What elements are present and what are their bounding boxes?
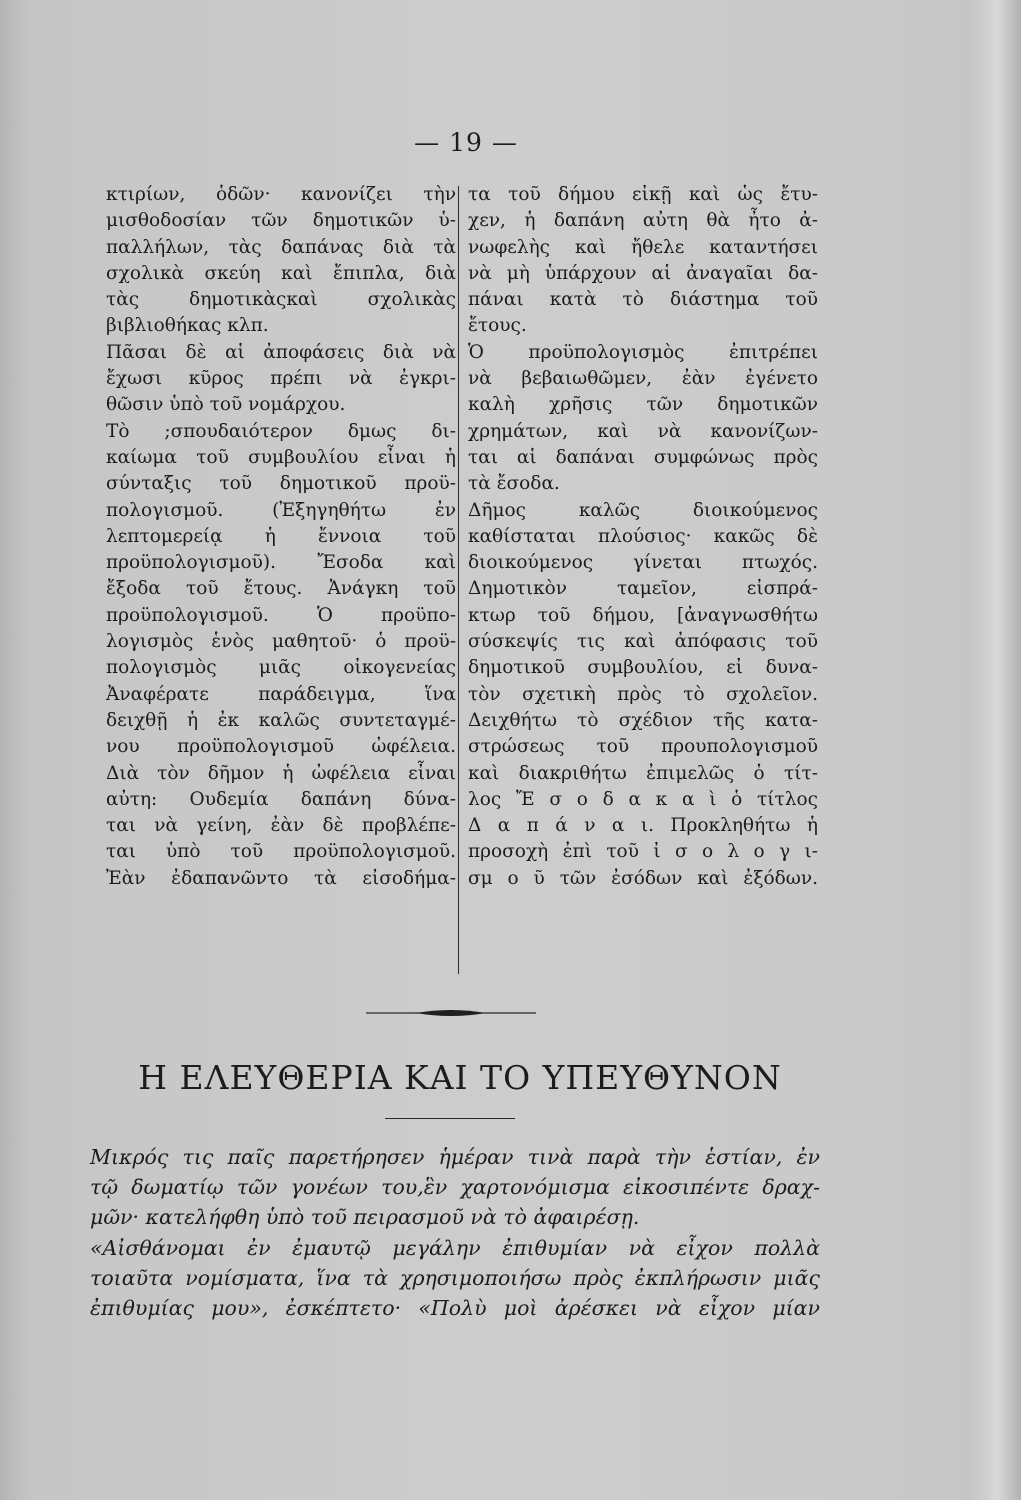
left-line: ται ὑπὸ τοῦ προϋπολογισμοῦ. [106,841,456,863]
right-line: χεν, ἡ δαπάνη αὐτη θὰ ἦτο ἀ- [468,210,818,232]
left-line: θῶσιν ὑπὸ τοῦ νομάρχου. [106,394,346,416]
right-line: διοικούμενος γίνεται πτωχός. [468,552,818,574]
right-line: πάναι κατὰ τὸ διάστημα τοῦ [468,289,818,311]
right-line: Δημοτικὸν ταμεῖον, εἰσπρά- [468,578,818,600]
left-line: βιβλιοθήκας κλπ. [106,315,269,337]
column-divider [458,186,459,974]
right-line: τα τοῦ δήμου εἰκῇ καὶ ὡς ἔτυ- [468,184,818,205]
right-line: Δειχθήτω τὸ σχέδιον τῆς κατα- [468,709,818,731]
story-line: τοιαῦτα νομίσματα, ἵνα τὰ χρησιμοποιήσω πρὸς ἐκπλήρωσιν μιᾶς [90,1265,820,1290]
right-line: σμ ο ῦ τῶν ἐσόδων καὶ ἐξόδων. [468,867,818,889]
right-line: σύσκεψίς τις καὶ ἀπόφασις τοῦ [468,631,818,653]
story-line: τῷ δωματίῳ τῶν γονέων του,ἓν χαρτονόμισμα εἰκοσιπέντε δραχ- [90,1175,820,1200]
left-line: λογισμὸς ἑνὸς μαθητοῦ· ὁ προϋ- [106,631,456,653]
left-line: Ἀναφέρατε παράδειγμα, ἵνα [106,683,456,705]
left-line: Ἐὰν ἐδαπανῶντο τὰ εἰσοδήμα- [106,867,456,889]
right-line: προσοχὴ ἐπὶ τοῦ ἰ σ ο λ ο γ ι- [468,841,818,863]
right-line: κτωρ τοῦ δήμου, [ἀναγνωσθήτω [468,604,818,626]
left-line: Διὰ τὸν δῆμον ἡ ὠφέλεια εἶναι [106,762,456,784]
left-line: Τὸ ;σπουδαιότερον δμως δι- [106,420,456,442]
left-line: κτιρίων, ὁδῶν· κανονίζει τὴν [106,184,456,205]
ornament-rule [366,1006,536,1020]
right-line: λος Ἔ σ ο δ α κ α ὶ ὁ τίτλος [468,788,818,810]
right-line: ἔτους. [468,315,527,337]
right-line: καθίσταται πλούσιος· κακῶς δὲ [468,525,818,547]
left-line: ἔχωσι κῦρος πρέπι νὰ ἐγκρι- [106,368,456,390]
heading-underline [385,1118,515,1119]
left-line: λεπτομερείᾳ ἡ ἔννοια τοῦ [106,525,456,547]
right-line: νωφελὴς καὶ ἤθελε καταντήσει [468,236,818,258]
left-line: σύνταξις τοῦ δημοτικοῦ προϋ- [106,473,456,495]
left-line: μισθοδοσίαν τῶν δημοτικῶν ὑ- [106,210,456,232]
left-line: προϋπολογισμοῦ). Ἔσοδα καὶ [106,552,456,574]
left-line: τὰς δημοτικὰςκαὶ σχολικὰς [106,289,456,311]
page-number: — 19 — [414,128,518,157]
page-edge-shadow [969,0,1021,1500]
left-line: καίωμα τοῦ συμβουλίου εἶναι ἡ [106,446,456,468]
right-line: Ὁ προϋπολογισμὸς ἐπιτρέπει [468,341,818,363]
section-heading: Η ΕΛΕΥΘΕΡΙΑ ΚΑΙ ΤΟ ΥΠΕΥΘΥΝΟΝ [138,1058,782,1097]
right-line: καλὴ χρῆσις τῶν δημοτικῶν [468,394,818,416]
left-line: παλλήλων, τὰς δαπάνας διὰ τὰ [106,236,456,258]
left-line: πολογισμοῦ. (Ἐξηγηθήτω ἐν [106,499,456,521]
right-line: νὰ βεβαιωθῶμεν, ἐὰν ἐγένετο [468,368,818,390]
right-line: νὰ μὴ ὑπάρχουν αἱ ἀναγαῖαι δα- [468,262,818,284]
left-column [106,182,456,892]
right-line: τὰ ἔσοδα. [468,473,560,495]
left-line: ἔξοδα τοῦ ἔτους. Ἀνάγκη τοῦ [106,578,456,600]
right-line: χρημάτων, καὶ νὰ κανονίζων- [468,420,818,442]
left-line: αὐτη: Ουδεμία δαπάνη δύνα- [106,788,456,810]
left-line: ται νὰ γείνη, ἐὰν δὲ προβλέπε- [106,815,456,837]
right-line: ται αἱ δαπάναι συμφώνως πρὸς [468,446,818,468]
story-line: μῶν· κατελήφθη ὑπὸ τοῦ πειρασμοῦ νὰ τὸ ἀφαιρέσῃ. [90,1205,640,1230]
left-line: σχολικὰ σκεύη καὶ ἔπιπλα, διὰ [106,262,456,284]
right-line: καὶ διακριθήτω ἐπιμελῶς ὁ τίτ- [468,762,818,784]
right-line: Δ α π ά ν α ι. Προκληθήτω ἡ [468,815,818,837]
right-line: στρώσεως τοῦ προυπολογισμοῦ [468,736,818,758]
left-line: πολογισμὸς μιᾶς οἰκογενείας [106,657,456,679]
story-line: Μικρός τις παῖς παρετήρησεν ἡμέραν τινὰ παρὰ τὴν ἑστίαν, ἐν [90,1145,820,1169]
right-line: Δῆμος καλῶς διοικούμενος [468,499,818,521]
right-line: δημοτικοῦ συμβουλίου, εἰ δυνα- [468,657,818,679]
left-line: προϋπολογισμοῦ. Ὁ προϋπο- [106,604,456,626]
left-line: δειχθῇ ἡ ἐκ καλῶς συντεταγμέ- [106,709,456,731]
story-text [90,1142,820,1323]
left-line: Πᾶσαι δὲ αἱ ἀποφάσεις διὰ νὰ [106,341,456,363]
right-column [468,182,818,892]
story-line: ἐπιθυμίας μου», ἐσκέπτετο· «Πολὺ μοὶ ἀρέσκει νὰ εἶχον μίαν [90,1296,820,1321]
story-line: «Αἰσθάνομαι ἐν ἐμαυτῷ μεγάλην ἐπιθυμίαν νὰ εἶχον πολλὰ [90,1235,820,1260]
right-line: τὸν σχετικὴ πρὸς τὸ σχολεῖον. [468,683,818,705]
left-line: νου προϋπολογισμοῦ ὠφέλεια. [106,736,456,758]
